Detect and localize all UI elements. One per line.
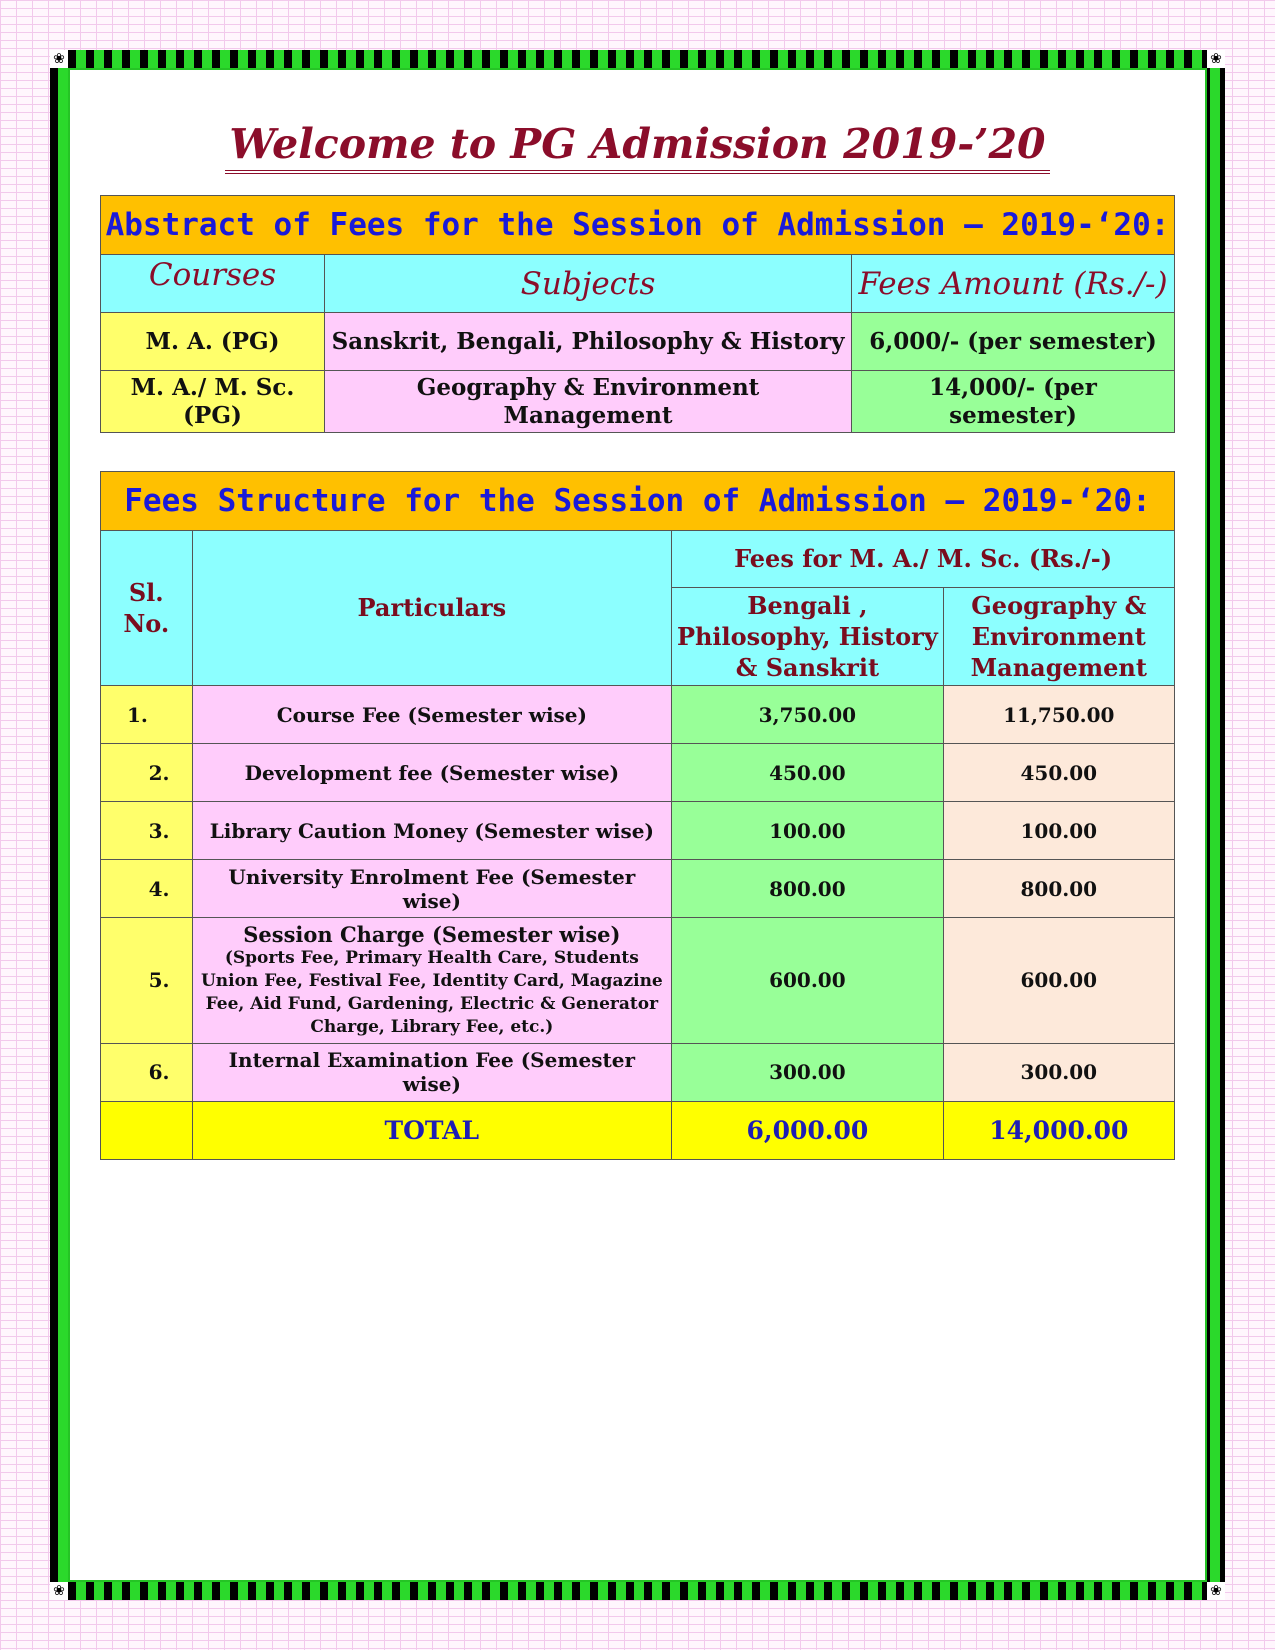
page-title: [68, 120, 1207, 168]
session-charge-note: (Sports Fee, Primary Health Care, Students Union Fee, Festival Fee, Identity Card, Magazine Fee, Aid Fund, Gardening, Electric & Generator Charge, Library Fee, etc.): [200, 948, 663, 1037]
table-row: [101, 1043, 1175, 1101]
session-charge-label: Session Charge (Semester wise): [243, 922, 621, 947]
course-cell: M. A. (PG): [101, 313, 325, 371]
fee-b-cell: 100.00: [943, 802, 1174, 860]
total-label: TOTAL: [192, 1101, 672, 1159]
table-row: [101, 802, 1175, 860]
corner-ornament-icon: ❀: [50, 1582, 68, 1600]
fee-a-cell: 3,750.00: [672, 686, 943, 744]
particular-cell: Development fee (Semester wise): [192, 744, 672, 802]
sl-no-cell: 2.: [101, 744, 193, 802]
fee-a-cell: 450.00: [672, 744, 943, 802]
column-header-fees-amount: Fees Amount (Rs./-): [852, 255, 1175, 313]
fee-a-cell: 600.00: [672, 918, 943, 1044]
sl-no-cell: 3.: [101, 802, 193, 860]
sl-no-cell: 6.: [101, 1043, 193, 1101]
corner-ornament-icon: ❀: [1207, 1582, 1225, 1600]
corner-ornament-icon: ❀: [50, 50, 68, 68]
particular-cell: University Enrolment Fee (Semester wise): [192, 860, 672, 918]
table-row: [101, 686, 1175, 744]
total-b-cell: 14,000.00: [943, 1101, 1174, 1159]
column-header-subjects: Subjects: [325, 255, 852, 313]
column-header-arts-subjects: Bengali , Philosophy, History & Sanskrit: [672, 588, 943, 686]
table-row: [101, 371, 1175, 433]
total-empty-cell: [101, 1101, 193, 1159]
particular-cell: Internal Examination Fee (Semester wise): [192, 1043, 672, 1101]
table-row: [101, 313, 1175, 371]
particular-cell: Course Fee (Semester wise): [192, 686, 672, 744]
column-header-courses: Courses: [101, 255, 325, 313]
fee-b-cell: 300.00: [943, 1043, 1174, 1101]
table-row: [101, 744, 1175, 802]
sl-no-cell: 5.: [101, 918, 193, 1044]
abstract-table-heading: Abstract of Fees for the Session of Admission – 2019-‘20:: [101, 196, 1175, 255]
sl-no-cell: 1.: [101, 686, 193, 744]
corner-ornament-icon: ❀: [1207, 50, 1225, 68]
particular-cell: [192, 918, 672, 1044]
page-border-frame: [50, 50, 1225, 1600]
column-header-sl-no: Sl. No.: [101, 531, 193, 686]
table-row: [101, 860, 1175, 918]
fee-b-cell: 800.00: [943, 860, 1174, 918]
column-header-geography: Geography & Environment Management: [943, 588, 1174, 686]
fee-b-cell: 600.00: [943, 918, 1174, 1044]
subjects-cell: Sanskrit, Bengali, Philosophy & History: [325, 313, 852, 371]
column-header-particulars: Particulars: [192, 531, 672, 686]
course-cell: M. A./ M. Sc. (PG): [101, 371, 325, 433]
total-row: [101, 1101, 1175, 1159]
fees-structure-table: [100, 471, 1175, 1160]
fee-a-cell: 800.00: [672, 860, 943, 918]
fees-cell: 14,000/- (per semester): [852, 371, 1175, 433]
structure-table-heading: Fees Structure for the Session of Admission – 2019-‘20:: [101, 472, 1175, 531]
fee-a-cell: 100.00: [672, 802, 943, 860]
abstract-fees-table: [100, 195, 1175, 433]
fee-b-cell: 11,750.00: [943, 686, 1174, 744]
column-header-fees-group: Fees for M. A./ M. Sc. (Rs./-): [672, 531, 1175, 588]
fee-a-cell: 300.00: [672, 1043, 943, 1101]
particular-cell: Library Caution Money (Semester wise): [192, 802, 672, 860]
fee-b-cell: 450.00: [943, 744, 1174, 802]
page-title-text: Welcome to PG Admission 2019-’20: [225, 120, 1049, 174]
sl-no-cell: 4.: [101, 860, 193, 918]
subjects-cell: Geography & Environment Management: [325, 371, 852, 433]
fees-cell: 6,000/- (per semester): [852, 313, 1175, 371]
table-row: [101, 918, 1175, 1044]
total-a-cell: 6,000.00: [672, 1101, 943, 1159]
